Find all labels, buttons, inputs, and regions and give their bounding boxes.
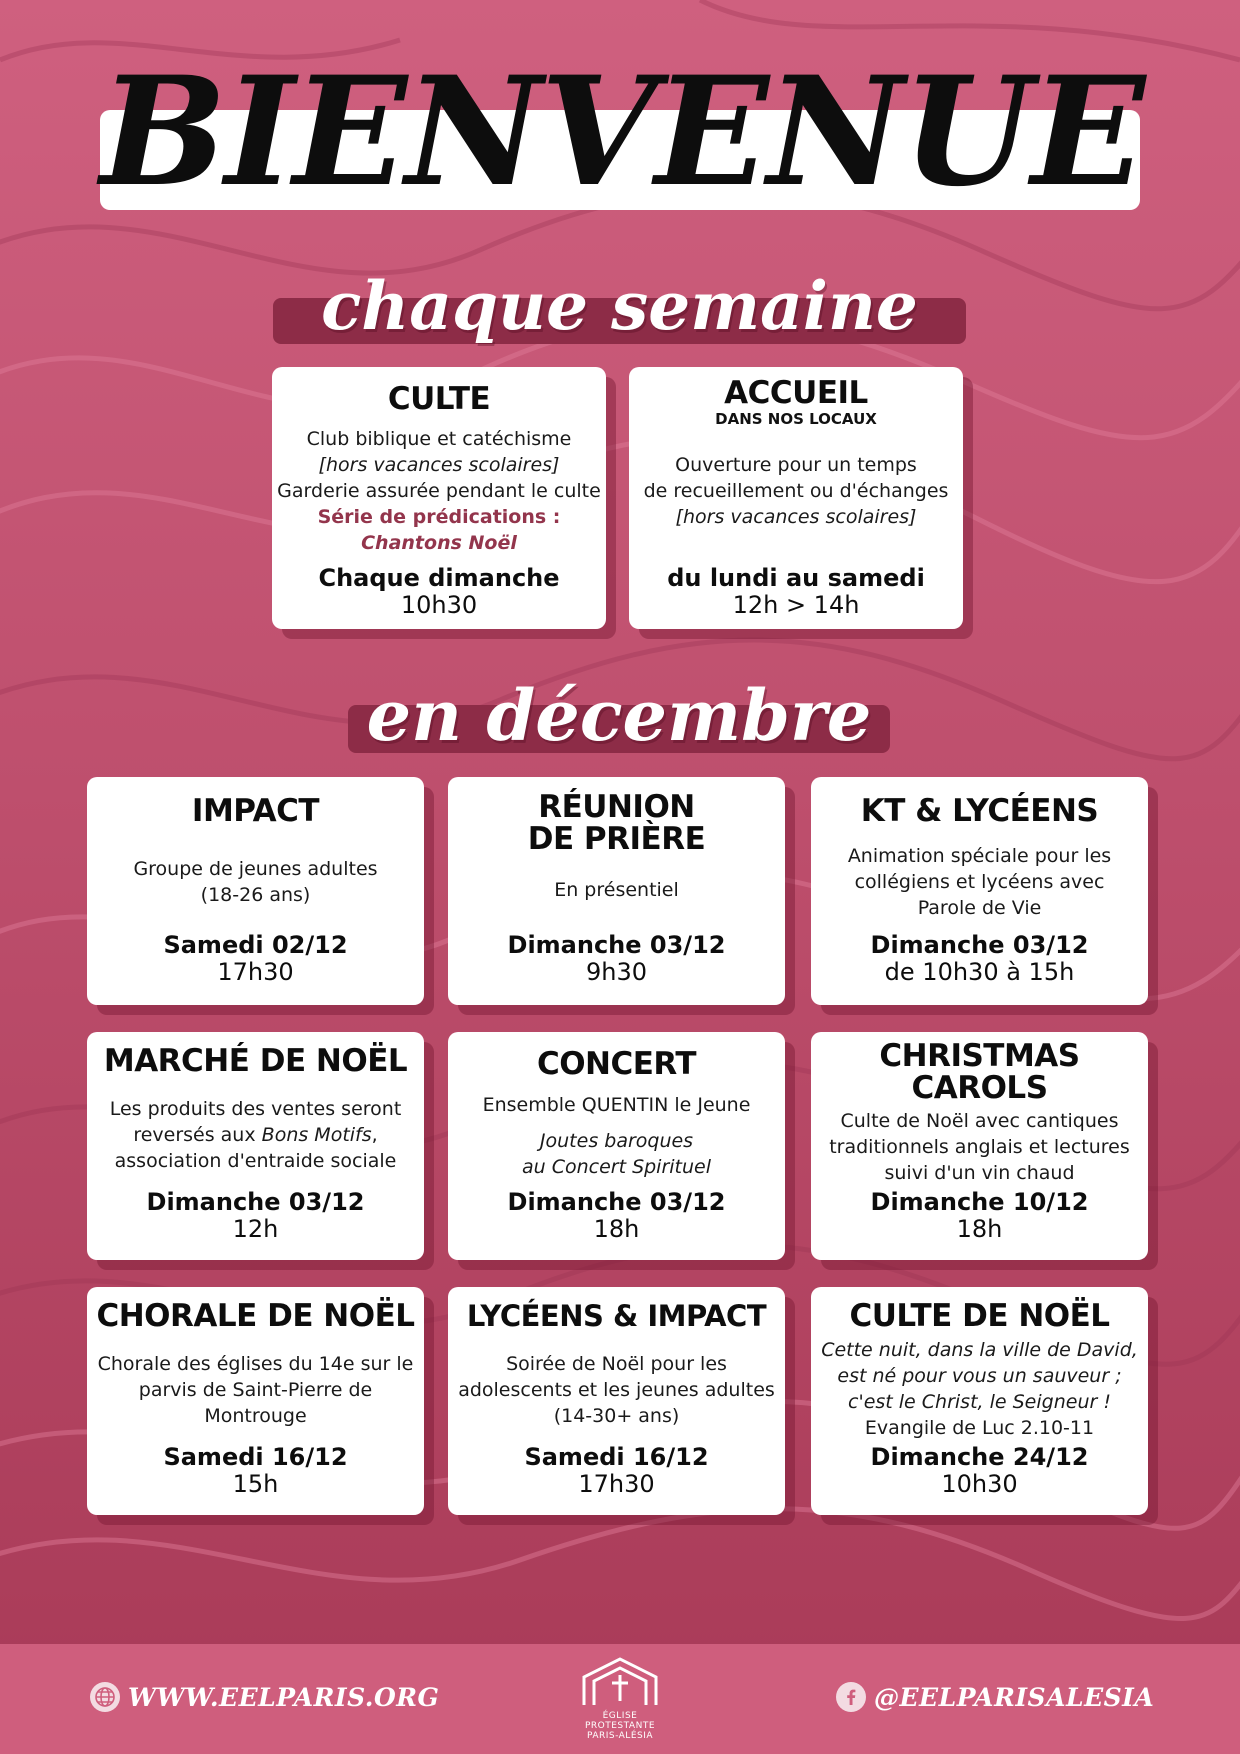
card-line: au Concert Spirituel — [521, 1156, 712, 1178]
card-line: (18-26 ans) — [200, 884, 311, 906]
card-concert — [448, 1032, 785, 1260]
card-title: DE PRIÈRE — [527, 821, 706, 857]
card-chorale-de-noel — [87, 1287, 424, 1515]
card-line: Soirée de Noël pour les — [506, 1353, 727, 1375]
bible-reference: Evangile de Luc 2.10-11 — [864, 1417, 1095, 1439]
event-time: 18h — [956, 1215, 1003, 1243]
card-line: traditionnels anglais et lectures — [829, 1136, 1130, 1158]
social-handle: @EELPARISALESIA — [874, 1682, 1155, 1712]
card-line: Chorale des églises du 14e sur le — [97, 1353, 414, 1375]
event-time: 10h30 — [400, 591, 478, 619]
card-line: Culte de Noël avec cantiques — [840, 1110, 1119, 1132]
logo-text: PARIS-ALÉSIA — [586, 1731, 654, 1741]
bible-quote-line: Cette nuit, dans la ville de David, — [821, 1339, 1138, 1361]
event-time: 18h — [593, 1215, 640, 1243]
card-title: CULTE DE NOËL — [849, 1298, 1110, 1334]
card-reunion-de-priere — [448, 777, 785, 1005]
page-title: BIENVENUE — [100, 44, 1144, 220]
event-day: Samedi 16/12 — [163, 1443, 348, 1471]
card-line: [hors vacances scolaires] — [318, 454, 560, 476]
card-title: ACCUEIL — [724, 375, 868, 411]
event-day: Dimanche 03/12 — [870, 931, 1089, 959]
card-title: CONCERT — [536, 1046, 697, 1082]
card-line: Animation spéciale pour les — [847, 845, 1112, 867]
december-heading: en décembre — [366, 674, 872, 757]
card-line: [hors vacances scolaires] — [675, 506, 917, 528]
sermon-series-title: Chantons Noël — [361, 532, 517, 554]
card-line: (14-30+ ans) — [553, 1405, 680, 1427]
card-accueil — [629, 367, 963, 629]
card-title: CHRISTMAS — [879, 1038, 1080, 1074]
card-title: RÉUNION — [538, 789, 695, 825]
event-time: 12h > 14h — [732, 591, 860, 619]
card-culte-de-noel — [811, 1287, 1148, 1515]
church-logo — [574, 1655, 666, 1747]
card-impact — [87, 777, 424, 1005]
logo-text: PROTESTANTE — [584, 1721, 656, 1731]
card-line: Ensemble QUENTIN le Jeune — [482, 1094, 751, 1116]
card-line: adolescents et les jeunes adultes — [458, 1379, 775, 1401]
event-time: 9h30 — [585, 958, 648, 986]
event-time: 17h30 — [217, 958, 294, 986]
event-day: Dimanche 03/12 — [507, 1188, 726, 1216]
event-time: 17h30 — [578, 1470, 655, 1498]
card-line: Joutes baroques — [539, 1130, 694, 1152]
card-line: de recueillement ou d'échanges — [643, 480, 949, 502]
card-line: suivi d'un vin chaud — [884, 1162, 1075, 1184]
event-time: 12h — [232, 1215, 279, 1243]
event-day: du lundi au samedi — [667, 564, 925, 592]
website-link[interactable] — [90, 1680, 439, 1714]
church-arch-icon — [574, 1655, 666, 1707]
sermon-series-label: Série de prédications : — [317, 506, 561, 528]
website-text: WWW.EELPARIS.ORG — [128, 1682, 440, 1712]
card-christmas-carols — [811, 1032, 1148, 1260]
event-day: Dimanche 10/12 — [870, 1188, 1089, 1216]
card-line: Groupe de jeunes adultes — [133, 858, 378, 880]
globe-icon — [90, 1682, 120, 1712]
weekly-heading: chaque semaine — [321, 267, 918, 345]
card-line: Montrouge — [204, 1405, 307, 1427]
event-day: Dimanche 24/12 — [870, 1443, 1089, 1471]
card-title: CAROLS — [911, 1070, 1048, 1106]
card-line: parvis de Saint-Pierre de — [138, 1379, 373, 1401]
card-line: En présentiel — [554, 879, 679, 901]
event-day: Dimanche 03/12 — [146, 1188, 365, 1216]
card-subtitle: DANS NOS LOCAUX — [715, 410, 877, 428]
organization-name: Bons Motifs — [261, 1124, 372, 1146]
card-marche-de-noel — [87, 1032, 424, 1260]
card-line: collégiens et lycéens avec — [854, 871, 1105, 893]
card-line: Club biblique et catéchisme — [306, 428, 572, 450]
bible-quote-line: est né pour vous un sauveur ; — [837, 1365, 1122, 1387]
facebook-link[interactable] — [836, 1680, 1154, 1714]
event-time: 10h30 — [941, 1470, 1018, 1498]
logo-text: ÉGLISE — [602, 1711, 638, 1721]
card-title: CULTE — [387, 381, 491, 417]
card-title: KT & LYCÉENS — [860, 793, 1099, 829]
card-line-part: reversés aux — [133, 1124, 256, 1146]
card-title: MARCHÉ DE NOËL — [103, 1043, 408, 1079]
card-line: Ouverture pour un temps — [675, 454, 917, 476]
event-day: Chaque dimanche — [318, 564, 560, 592]
card-title: IMPACT — [191, 793, 320, 829]
card-lyceens-impact — [448, 1287, 785, 1515]
card-line: Garderie assurée pendant le culte — [277, 480, 601, 502]
event-day: Samedi 02/12 — [163, 931, 348, 959]
event-day: Dimanche 03/12 — [507, 931, 726, 959]
card-line-part: , — [371, 1124, 378, 1146]
event-time: 15h — [232, 1470, 279, 1498]
event-time: de 10h30 à 15h — [884, 958, 1075, 986]
card-line: association d'entraide sociale — [114, 1150, 397, 1172]
card-line: Les produits des ventes seront — [109, 1098, 402, 1120]
card-line — [87, 1122, 424, 1148]
bible-quote-line: c'est le Christ, le Seigneur ! — [848, 1391, 1111, 1413]
card-title: LYCÉENS & IMPACT — [466, 1299, 767, 1333]
card-culte — [272, 367, 606, 629]
facebook-icon — [836, 1682, 866, 1712]
card-title: CHORALE DE NOËL — [96, 1298, 415, 1334]
card-kt-lyceens — [811, 777, 1148, 1005]
card-line: Parole de Vie — [917, 897, 1042, 919]
event-day: Samedi 16/12 — [524, 1443, 709, 1471]
